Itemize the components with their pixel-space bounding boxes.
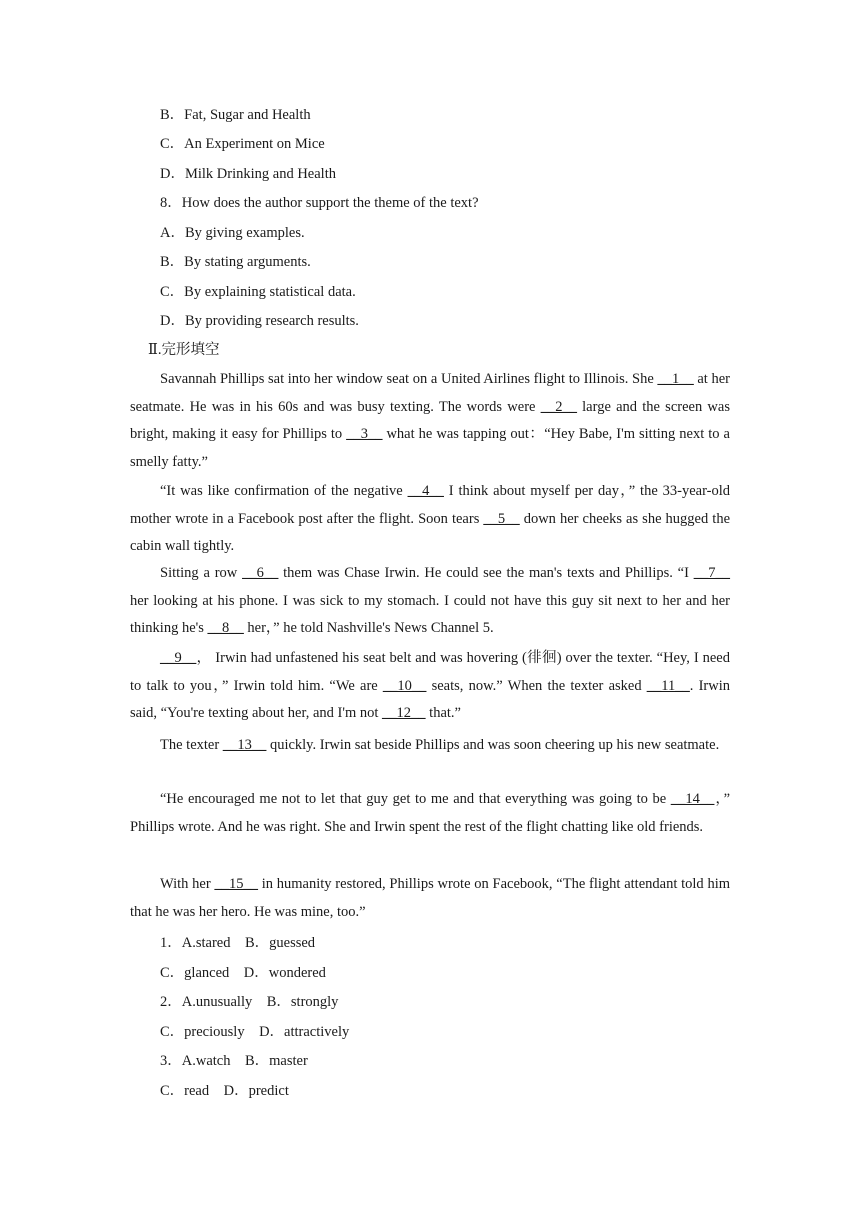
blank: __2__ [540,398,577,415]
blank: __10__ [382,677,427,694]
option-line: B．Fat, Sugar and Health [160,107,311,123]
blank: __15__ [214,876,258,892]
option-line: C．An Experiment on Mice [160,136,325,152]
question-option-line: 3．A.watch B．master [160,1053,308,1069]
passage-paragraph: “It was like confirmation of the negative __4__ I think about myself per day，” the 33-year-old mother wrote in a Facebook post after the flight. Soon tears __5__ down her cheeks as she hugged the cabin wall tightly. [130,483,731,554]
passage-paragraph: “He encouraged me not to let that guy get to me and that everything was going to be __14__，” Phillips wrote. And he was right. She and Irwin spent the rest of the flight chatting like old friends. [130,791,731,835]
blank: __14__ [670,791,715,807]
option-line: D．By providing research results. [160,313,359,329]
question-option-line: C．glanced D．wondered [160,965,326,981]
question-option-line: C．read D．predict [160,1083,289,1099]
passage-paragraph: Savannah Phillips sat into her window seat on a United Airlines flight to Illinois. She __1__ at her seatmate. He was in his 60s and was busy texting. The words were __2__ large and the screen was bright, making it easy for Phillips to __3__ what he was tapping out：“Hey Babe, I'm sitting next to a smelly fatty.” [130,371,730,470]
blank: __12__ [382,705,426,721]
question-option-line: 1．A.stared B．guessed [160,935,316,951]
blank: __9__ [160,650,197,666]
passage-paragraph: The texter __13__ quickly. Irwin sat beside Phillips and was soon cheering up his new seatmate. [160,737,720,753]
question-line: 8．How does the author support the theme of the text? [160,195,479,211]
blank: __11__ [646,677,690,694]
blank: __3__ [346,426,383,442]
blank: __5__ [483,510,520,527]
passage-paragraph: Sitting a row __6__ them was Chase Irwin. He could see the man's texts and Phillips. “I __7__ her looking at his phone. I was sick to my stomach. I could not have this guy sit next to her and her thinking he's __8__ her，” he told Nashville's News Channel 5. [130,565,730,636]
blank: __4__ [407,483,444,499]
blank: __1__ [657,371,694,387]
blank: __7__ [693,565,730,581]
question-option-line: 2．A.unusually B．strongly [160,994,339,1010]
section-heading: Ⅱ.完形填空 [148,342,220,358]
blank: __8__ [207,620,244,636]
option-line: C．By explaining statistical data. [160,284,356,300]
option-line: D．Milk Drinking and Health [160,166,336,182]
blank: __13__ [222,737,267,753]
question-option-line: C．preciously D．attractively [160,1024,350,1040]
passage-paragraph: With her __15__ in humanity restored, Phillips wrote on Facebook, “The flight attendant told him that he was her hero. He was mine, too.” [130,876,731,920]
blank: __6__ [242,565,279,581]
option-line: A．By giving examples. [160,225,305,241]
option-line: B．By stating arguments. [160,254,311,270]
passage-paragraph: __9__， Irwin had unfastened his seat belt and was hovering (徘徊) over the texter. “Hey, I need to talk to you，” Irwin told him. “We are __10__ seats, now.” When the texter asked __11__. Irwin said, “You're texting about her, and I'm not __12__ that.” [130,650,730,721]
